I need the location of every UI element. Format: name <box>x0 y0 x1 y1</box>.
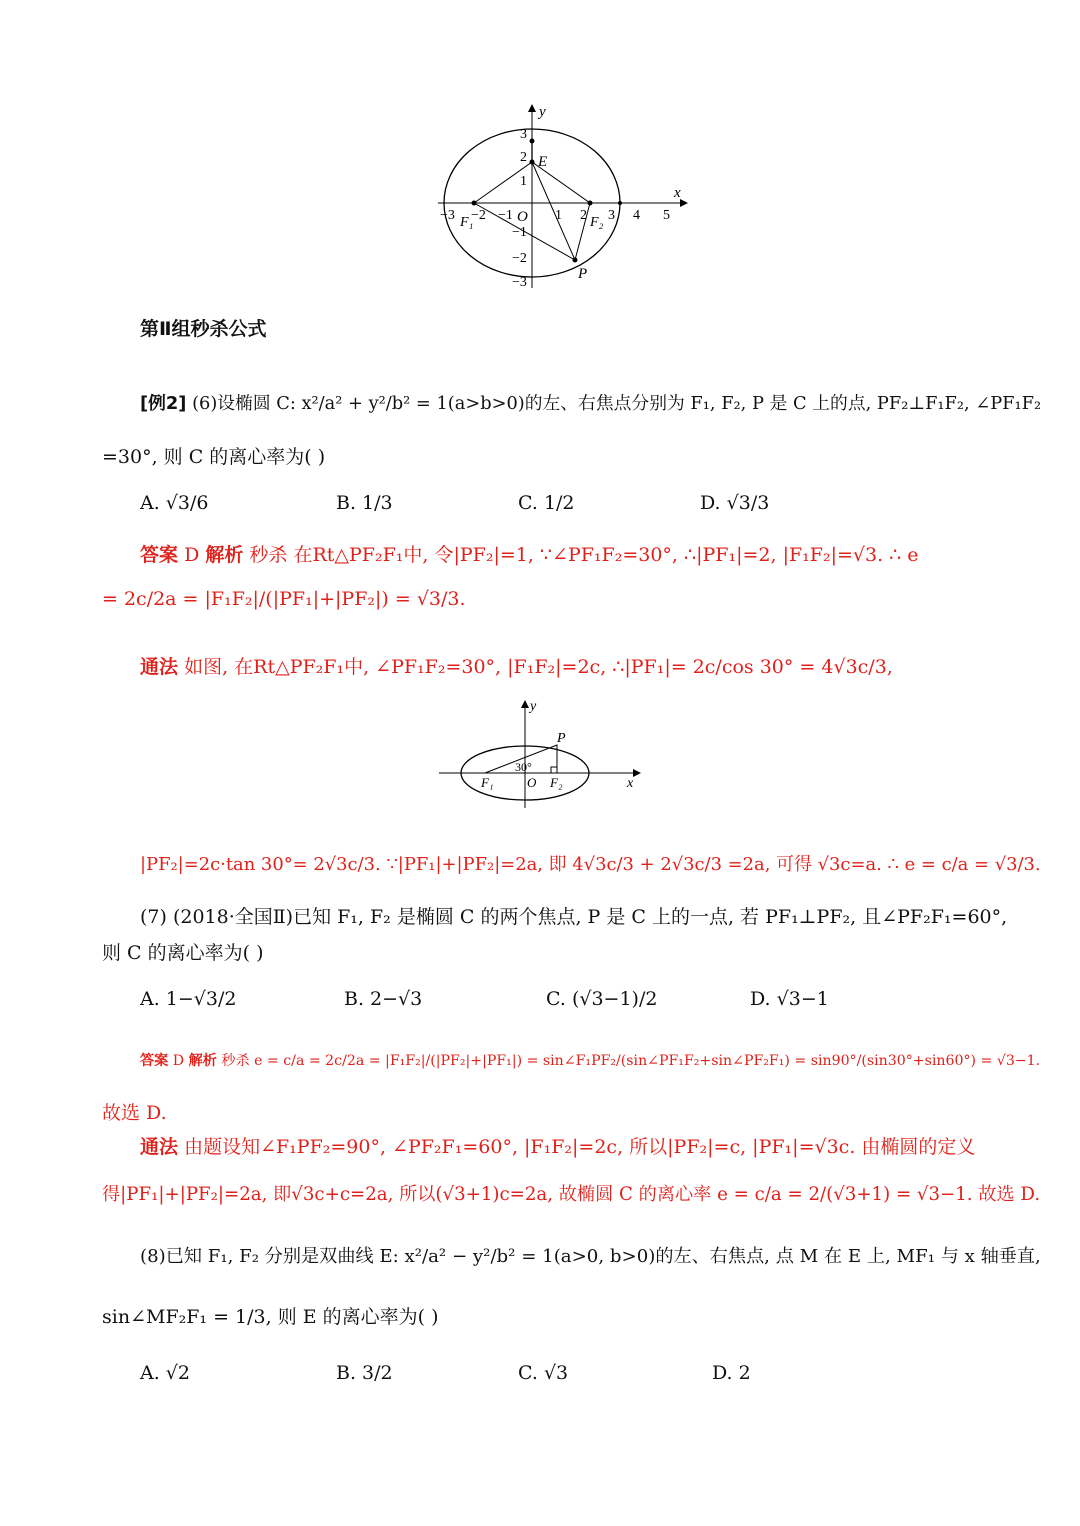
q8-option-b: B. 3/2 <box>336 1362 393 1384</box>
label-angle: 30° <box>515 760 532 774</box>
ex2-option-c: C. 1/2 <box>518 492 575 514</box>
label-x: x <box>674 185 681 201</box>
ex2-line2: =30°, 则 C 的离心率为( ) <box>102 446 326 468</box>
x-axis-arrow <box>680 199 688 207</box>
label-f1: F₁ <box>481 775 494 790</box>
figure-ellipse-1 <box>430 100 690 295</box>
x-tick: −2 <box>471 208 486 223</box>
ex2-general-label: 通法 <box>140 656 179 678</box>
ex2-solution-2: = 2c/2a = |F₁F₂|/(|PF₁|+|PF₂|) = √3/3. <box>102 588 466 610</box>
section-title: 第Ⅱ组秒杀公式 <box>140 318 267 340</box>
x-tick: 1 <box>555 208 562 223</box>
y-tick: −1 <box>512 225 527 240</box>
ex2-tag: [例2] <box>140 393 187 414</box>
label-o: O <box>517 209 528 225</box>
q7-answer-line <box>140 1050 1040 1070</box>
x-tick: −3 <box>440 208 455 223</box>
ex2-solution-1: 秒杀 在Rt△PF₂F₁中, 令|PF₂|=1, ∵∠PF₁F₂=30°, ∴|PF₁|=2, |F₁F₂|=√3. ∴ e <box>249 544 919 566</box>
ex2-line1 <box>140 390 1041 415</box>
q7-general-label: 通法 <box>140 1136 179 1158</box>
q7-line1: (7) (2018·全国Ⅱ)已知 F₁, F₂ 是椭圆 C 的两个焦点, P 是 C 上的一点, 若 PF₁⊥PF₂, 且∠PF₂F₁=60°, <box>140 906 1008 928</box>
q7-answer-value: D <box>172 1053 185 1069</box>
point-top <box>530 139 535 144</box>
y-tick: 3 <box>520 127 527 142</box>
q7-solution-1: 秒杀 e = c/a = 2c/2a = |F₁F₂|/(|PF₂|+|PF₁|) = sin∠F₁PF₂/(sin∠PF₁F₂+sin∠PF₂F₁) = sin90°/(sin30°+sin60°) = √3−1. <box>221 1053 1041 1069</box>
ex2-option-a: A. √3/6 <box>140 492 209 514</box>
x-axis-arrow <box>633 769 641 777</box>
x-tick: −1 <box>498 208 513 223</box>
label-x: x <box>627 776 634 791</box>
ex2-general-2: |PF₂|=2c·tan 30°= 2√3c/3. ∵|PF₁|+|PF₂|=2a, 即 4√3c/3 + 2√3c/3 =2a, 可得 √3c=a. ∴ e = c/a = √3/3. <box>140 854 1041 875</box>
y-tick: −3 <box>512 275 527 290</box>
q8-option-c: C. √3 <box>518 1362 569 1384</box>
label-e: E <box>538 154 548 170</box>
q7-line2: 则 C 的离心率为( ) <box>102 942 264 964</box>
q7-answer-label: 答案 <box>140 1053 169 1069</box>
q7-option-b: B. 2−√3 <box>344 988 423 1010</box>
ex2-general-line <box>140 652 893 679</box>
figure-ellipse-2 <box>435 698 645 810</box>
ex2-question: (6)设椭圆 C: x²/a² + y²/b² = 1(a>b>0)的左、右焦点分别为 F₁, F₂, P 是 C 上的点, PF₂⊥F₁F₂, ∠PF₁F₂ <box>192 393 1042 414</box>
label-f1: F₁ <box>460 215 474 230</box>
point-right <box>618 201 622 205</box>
q7-option-a: A. 1−√3/2 <box>140 988 237 1010</box>
label-f2: F₂ <box>590 215 604 230</box>
point-e <box>530 160 535 165</box>
x-tick: 3 <box>608 208 615 223</box>
x-tick: 4 <box>633 208 640 223</box>
label-o: O <box>527 775 537 790</box>
x-tick: 5 <box>663 208 670 223</box>
y-tick: 2 <box>520 150 527 165</box>
q8-line2: sin∠MF₂F₁ = 1/3, 则 E 的离心率为( ) <box>102 1306 439 1328</box>
ex2-answer-line <box>140 540 919 567</box>
point-f2 <box>588 201 593 206</box>
point-f1 <box>472 201 477 206</box>
q7-general-line <box>140 1132 975 1159</box>
q8-line1: (8)已知 F₁, F₂ 分别是双曲线 E: x²/a² − y²/b² = 1(a>0, b>0)的左、右焦点, 点 M 在 E 上, MF₁ 与 x 轴垂直, <box>140 1246 1041 1267</box>
label-p: P <box>578 266 588 282</box>
point-p <box>573 258 578 263</box>
q7-general-2: 得|PF₁|+|PF₂|=2a, 即√3c+c=2a, 所以(√3+1)c=2a, 故椭圆 C 的离心率 e = c/a = 2/(√3+1) = √3−1. 故选 D. <box>102 1184 1041 1205</box>
q7-option-c: C. (√3−1)/2 <box>546 988 658 1010</box>
ex2-option-b: B. 1/3 <box>336 492 393 514</box>
y-axis-arrow <box>521 700 529 708</box>
q7-solution-2: 故选 D. <box>102 1102 167 1124</box>
ex2-answer-label: 答案 <box>140 544 179 566</box>
ex2-answer-value: D <box>184 544 200 566</box>
x-tick-labels <box>440 208 670 223</box>
y-tick: 1 <box>520 174 527 189</box>
q7-analysis-label: 解析 <box>188 1053 217 1069</box>
label-f2: F₂ <box>550 775 563 790</box>
q8-option-a: A. √2 <box>140 1362 190 1384</box>
label-y: y <box>530 699 537 714</box>
q7-option-d: D. √3−1 <box>750 988 829 1010</box>
right-angle-mark <box>551 767 557 773</box>
y-axis-arrow <box>528 104 536 112</box>
q8-option-d: D. 2 <box>712 1362 751 1384</box>
q7-general-1: 由题设知∠F₁PF₂=90°, ∠PF₂F₁=60°, |F₁F₂|=2c, 所以|PF₂|=c, |PF₁|=√3c. 由椭圆的定义 <box>184 1136 976 1158</box>
label-p: P <box>557 731 566 746</box>
y-tick: −2 <box>512 251 527 266</box>
ex2-general-1: 如图, 在Rt△PF₂F₁中, ∠PF₁F₂=30°, |F₁F₂|=2c, ∴|PF₁|= 2c/cos 30° = 4√3c/3, <box>184 656 893 678</box>
ex2-option-d: D. √3/3 <box>700 492 770 514</box>
x-tick: 2 <box>580 208 587 223</box>
ex2-analysis-label: 解析 <box>205 544 244 566</box>
label-y: y <box>539 104 546 120</box>
